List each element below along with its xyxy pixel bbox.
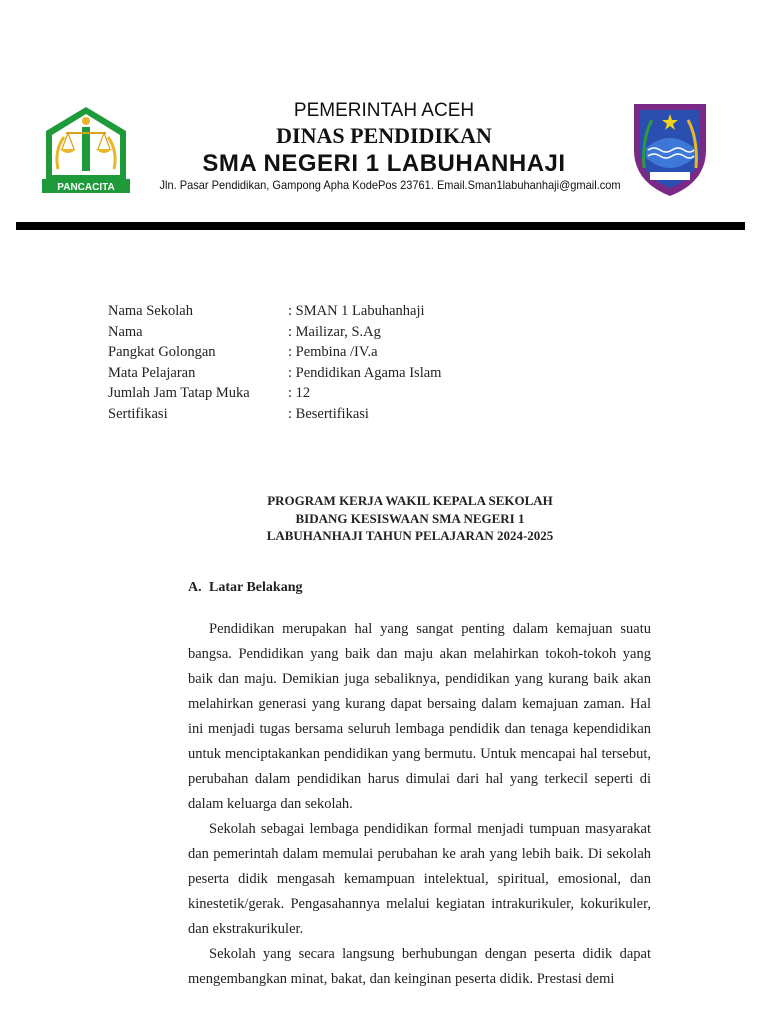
section-title: Latar Belakang — [209, 580, 303, 595]
school-name: SMA NEGERI 1 LABUHANHAJI — [202, 150, 566, 177]
school-address: Jln. Pasar Pendidikan, Gampong Apha KodePos 23761. Email.Sman1labuhanhaji@gmail.com — [159, 178, 621, 192]
identity-value: : SMAN 1 Labuhanhaji — [288, 303, 425, 319]
identity-label: Nama — [108, 323, 143, 340]
identity-value: : Pembina /IV.a — [288, 344, 378, 360]
letterhead — [0, 0, 768, 240]
paragraph: Sekolah sebagai lembaga pendidikan formal menjadi tumpuan masyarakat dan pemerintah dalam memulai perubahan ke arah yang lebih baik. Di sekolah peserta didik mengasah kemampuan intelektual, spiritual, emosional, dan kinestetik/gerak. Pengasahannya melalui kegiatan intrakurikuler, kokurikuler, dan ekstrakurikuler. — [188, 821, 651, 937]
pancacita-emblem-icon — [40, 105, 132, 195]
title-line: LABUHANHAJI TAHUN PELAJARAN 2024-2025 — [266, 528, 554, 543]
identity-row — [108, 322, 668, 343]
section-heading — [188, 580, 302, 596]
title-line: PROGRAM KERJA WAKIL KEPALA SEKOLAH — [267, 493, 553, 508]
identity-value: : Besertifikasi — [288, 405, 369, 422]
paragraph: Sekolah yang secara langsung berhubungan dengan peserta didik dapat mengembangkan minat, bakat, dan keinginan peserta didik. Prestasi demi — [188, 946, 651, 987]
section-body — [188, 617, 651, 992]
school-shield-icon — [630, 98, 710, 198]
paragraph: Pendidikan merupakan hal yang sangat penting dalam kemajuan suatu bangsa. Pendidikan yang baik dan maju akan melahirkan tokoh-tokoh yang baik dan maju. Demikian juga sebaliknya, pendidikan yang kurang baik akan melahirkan generasi yang kurang dapat bersaing dalam kemajuan zaman. Hal ini menjadi tugas bersama seluruh lembaga pendidik dan tenaga kependidikan untuk menciptakankan pendidikan yang bermutu. Untuk mencapai hal tersebut, perubahan dalam pendidikan harus dimulai dari hal yang terkecil seperti di dalam keluarga dan sekolah. — [188, 621, 651, 812]
government-name: PEMERINTAH ACEH — [293, 100, 475, 121]
identity-table — [108, 301, 668, 424]
identity-row — [108, 404, 668, 425]
section-number: A. — [188, 580, 202, 595]
identity-label: Nama Sekolah — [108, 303, 193, 319]
identity-value: : Mailizar, S.Ag — [288, 323, 381, 340]
identity-label: Pangkat Golongan — [108, 344, 216, 360]
department-name: DINAS PENDIDIKAN — [276, 123, 492, 148]
emblem-label: PANCACITA — [57, 182, 115, 193]
title-line: BIDANG KESISWAAN SMA NEGERI 1 — [295, 510, 525, 526]
identity-label: Jumlah Jam Tatap Muka — [108, 385, 250, 401]
identity-row — [108, 342, 668, 363]
identity-row — [108, 383, 668, 404]
identity-row — [108, 363, 668, 384]
identity-value: : 12 — [288, 385, 311, 401]
document-title — [160, 492, 660, 545]
identity-row — [108, 301, 668, 322]
letterhead-divider — [16, 222, 745, 230]
identity-label: Mata Pelajaran — [108, 364, 196, 381]
identity-value: : Pendidikan Agama Islam — [288, 364, 442, 381]
identity-label: Sertifikasi — [108, 405, 168, 422]
